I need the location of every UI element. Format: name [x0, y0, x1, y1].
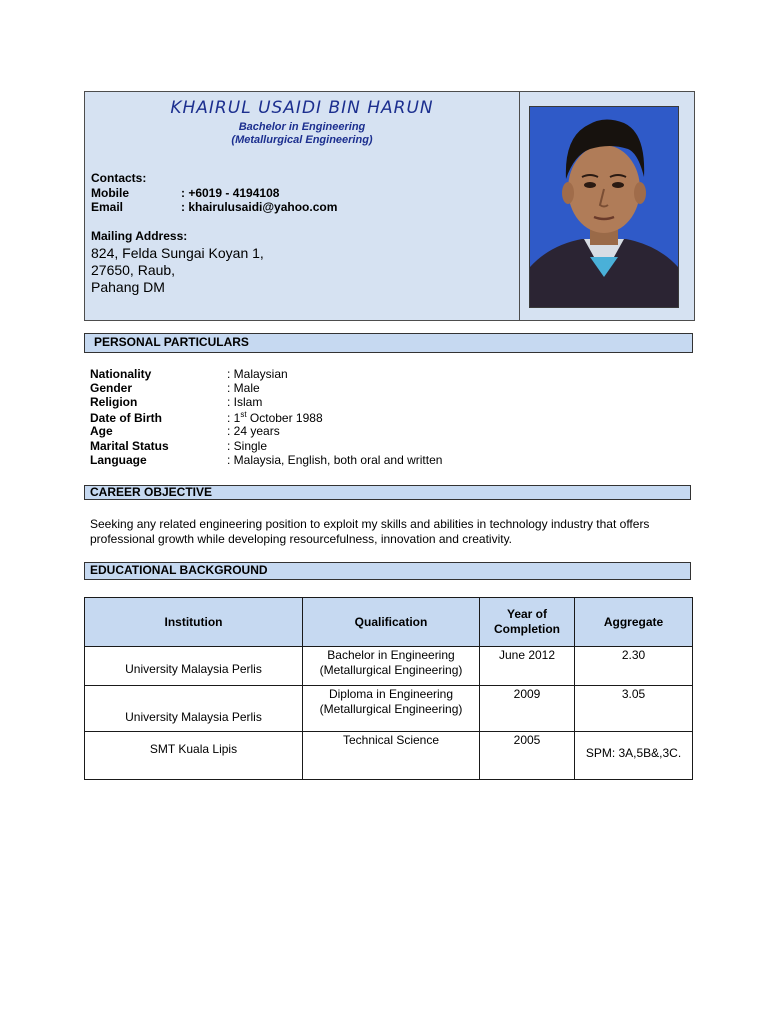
dob-prefix: : 1: [227, 411, 241, 425]
header-box: [84, 91, 695, 321]
section-personal-particulars: PERSONAL PARTICULARS: [84, 333, 693, 353]
institution-text: SMT Kuala Lipis: [149, 742, 238, 756]
nationality-value: : Malaysian: [227, 367, 288, 381]
header-year-text: Year of Completion: [494, 607, 560, 636]
table-row: [85, 647, 693, 686]
degree-line-2: (Metallurgical Engineering): [231, 134, 373, 146]
dob-label: Date of Birth: [90, 411, 162, 425]
candidate-name: KHAIRUL USAIDI BIN HARUN: [170, 98, 434, 118]
institution-text: University Malaysia Perlis: [125, 710, 262, 724]
gender-value: : Male: [227, 381, 260, 395]
profile-photo-icon: [530, 107, 678, 307]
age-value: : 24 years: [227, 424, 280, 438]
education-table: [84, 597, 693, 780]
year-cell: [480, 732, 575, 780]
qualification-line-1: Technical Science: [342, 733, 440, 747]
address-line-3: Pahang DM: [91, 279, 165, 295]
language-label: Language: [90, 453, 147, 467]
dob-row: [90, 410, 323, 425]
marital-row: [90, 439, 267, 454]
header-year: [480, 598, 575, 647]
nationality-label: Nationality: [90, 367, 152, 381]
header-institution: Institution: [85, 598, 303, 647]
gender-row: [90, 381, 260, 396]
year-text: June 2012: [498, 648, 556, 662]
header-qualification: Qualification: [303, 598, 480, 647]
qualification-cell: [303, 647, 480, 686]
marital-label: Marital Status: [90, 439, 169, 453]
mobile-label: Mobile: [91, 186, 129, 200]
year-cell: [480, 647, 575, 686]
mailing-address-label: Mailing Address:: [91, 229, 188, 243]
address-line-1: 824, Felda Sungai Koyan 1,: [91, 245, 264, 261]
qualification-cell: [303, 732, 480, 780]
institution-cell: [85, 647, 303, 686]
email-label: Email: [91, 200, 124, 214]
header-aggregate: Aggregate: [575, 598, 693, 647]
institution-text: University Malaysia Perlis: [125, 662, 262, 676]
religion-label: Religion: [90, 395, 138, 409]
qualification-line-2: (Metallurgical Engineering): [319, 663, 463, 677]
header-divider: [519, 92, 520, 320]
year-text: 2005: [513, 733, 541, 747]
aggregate-cell: [575, 732, 693, 780]
dob-superscript: st: [240, 410, 247, 419]
email-row: [91, 200, 337, 214]
mobile-value: : +6019 - 4194108: [181, 186, 280, 200]
career-objective-text: Seeking any related engineering position to exploit my skills and abilities in technology industry that offers professional growth while developing resourcefulness, innovation and creativity.: [90, 517, 650, 546]
contacts-label: Contacts:: [91, 171, 147, 185]
aggregate-cell: [575, 686, 693, 732]
religion-row: [90, 395, 262, 410]
nationality-row: [90, 367, 288, 382]
qualification-line-2: (Metallurgical Engineering): [319, 702, 463, 716]
language-value: : Malaysia, English, both oral and written: [227, 453, 443, 467]
qualification-cell: [303, 686, 480, 732]
aggregate-cell: [575, 647, 693, 686]
qualification-line-1: Bachelor in Engineering: [327, 648, 455, 662]
gender-label: Gender: [90, 381, 133, 395]
year-text: 2009: [513, 687, 541, 701]
dob-suffix: October 1988: [246, 411, 323, 425]
marital-value: : Single: [227, 439, 268, 453]
degree-line-1: Bachelor in Engineering: [238, 121, 366, 133]
email-value: : khairulusaidi@yahoo.com: [181, 200, 338, 214]
section-educational-background: EDUCATIONAL BACKGROUND: [84, 562, 691, 580]
address-line-2: 27650, Raub,: [91, 262, 176, 278]
aggregate-text: SPM: 3A,5B&,3C.: [585, 746, 682, 760]
institution-cell: [85, 686, 303, 732]
profile-photo: [529, 106, 679, 308]
institution-cell: [85, 732, 303, 780]
language-row: [90, 453, 442, 468]
aggregate-text: 3.05: [621, 687, 646, 701]
section-career-objective: CAREER OBJECTIVE: [84, 485, 691, 500]
table-row: [85, 732, 693, 780]
qualification-line-1: Diploma in Engineering: [328, 687, 454, 701]
year-cell: [480, 686, 575, 732]
mobile-row: [91, 186, 279, 200]
age-row: [90, 424, 280, 439]
table-row: [85, 686, 693, 732]
age-label: Age: [90, 424, 113, 438]
table-header-row: [85, 598, 693, 647]
aggregate-text: 2.30: [621, 648, 646, 662]
religion-value: : Islam: [227, 395, 263, 409]
